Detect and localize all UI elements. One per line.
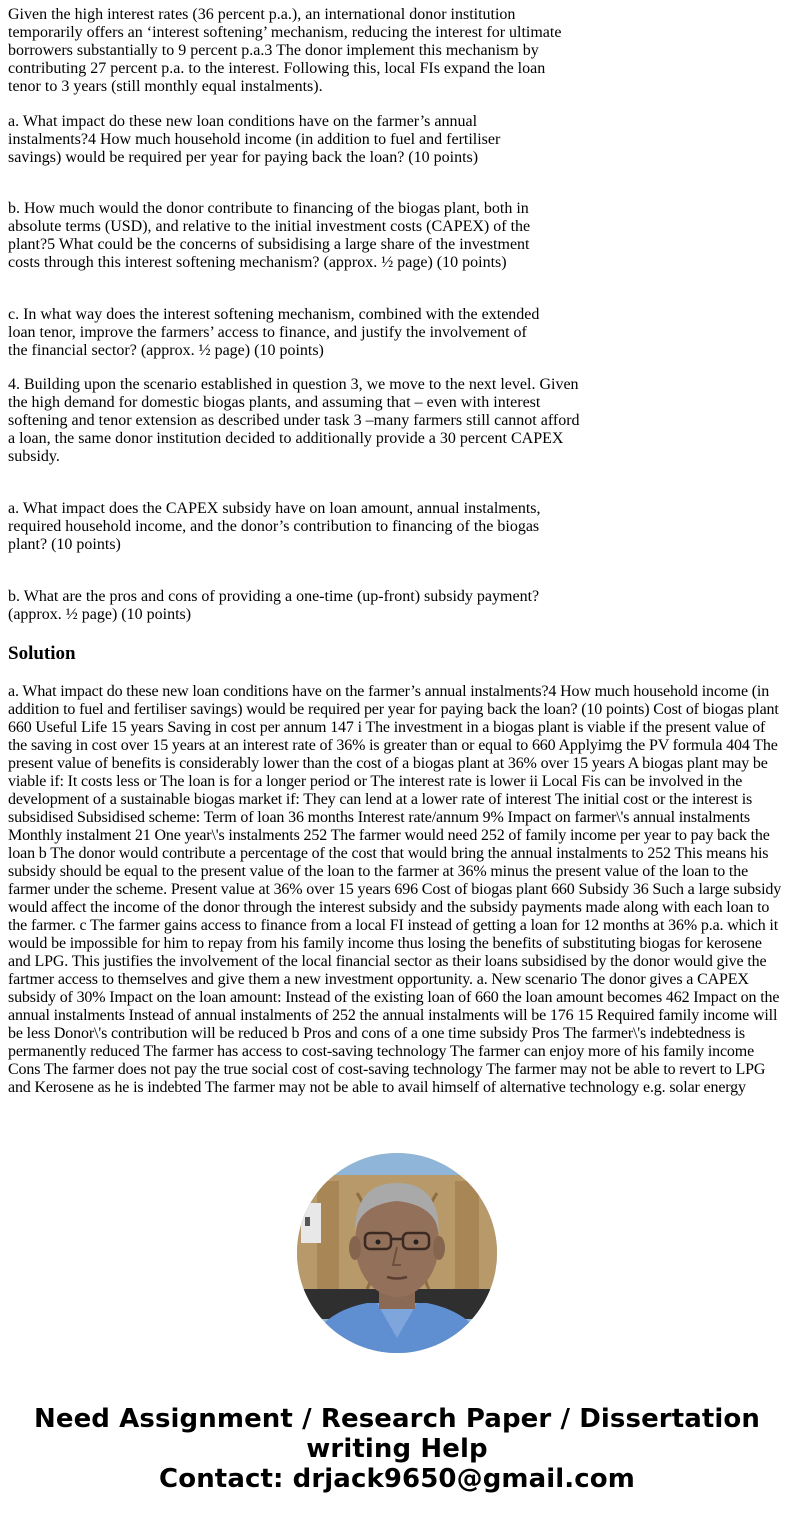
banner-line-1: Need Assignment / Research Paper / Dissertation <box>33 1404 761 1434</box>
question-3b: b. How much would the donor contribute to financing of the biogas plant, both in absolute terms (USD), and relative to the initial investment costs (CAPEX) of the plant?5 What could be the concerns of subsidising a large share of the investment costs through this interest softening mechanism? (approx. ½ page) (10 points) <box>8 200 531 271</box>
avatar <box>297 1153 497 1353</box>
portrait-image <box>297 1153 497 1353</box>
question-4: 4. Building upon the scenario established in question 3, we move to the next level. Given the high demand for domestic biogas plants, and assuming that – even with interest softening and tenor extension as described under task 3 –many farmers still cannot afford a loan, the same donor institution decided to additionally provide a 30 percent CAPEX subsidy. <box>8 376 580 465</box>
question-intro: Given the high interest rates (36 percent p.a.), an international donor institution temporarily offers an ‘interest softening’ mechanism, reducing the interest for ultimate borrowers substantially to 9 percent p.a.3 The donor implement this mechanism by contributing 27 percent p.a. to the interest. Following this, local FIs expand the loan tenor to 3 years (still monthly equal instalments). <box>8 6 562 95</box>
question-3a: a. What impact do these new loan conditions have on the farmer’s annual instalments?4 How much household income (in addition to fuel and fertiliser savings) would be required per year for paying back the loan? (10 points) <box>8 113 501 166</box>
question-4b: b. What are the pros and cons of providing a one-time (up-front) subsidy payment? (approx. ½ page) (10 points) <box>8 588 540 623</box>
solution-body: a. What impact do these new loan conditions have on the farmer’s annual instalments?4 How much household income (in addition to fuel and fertiliser savings) would be required per year for paying back the loan? (10 points) Cost of biogas plant 660 Useful Life 15 years Saving in cost per annum 147 i The investment in a biogas plant is viable if the present value of the saving in cost over 15 years at an interest rate of 36% is greater than or equal to 660 Applyimg the PV formula 404 The present value of benefits is considerably lower than the cost of a biogas plant at 36% over 15 years A biogas plant may be viable if: It costs less or The loan is for a longer period or The interest rate is lower ii Local Fis can be involved in the development of a sustainable biogas market if: They can lend at a lower rate of interest The initial cost or the interest is subsidised Subsidised scheme: Term of loan 36 months Interest rate/annum 9% Impact on farmer\'s annual instalments Monthly instalment 21 One year\'s instalments 252 The farmer would need 252 of family income per year to pay back the loan b The donor would contribute a percentage of the cost that would bring the annual instalments to 252 This means his subsidy should be equal to the present value of the loan to the farmer at 36% minus the present value of the loan to the farmer under the scheme. Present value at 36% over 15 years 696 Cost of biogas plant 660 Subsidy 36 Such a large subsidy would affect the income of the donor through the interest subsidy and the subsidy payments made along with each loan to the farmer. c The farmer gains access to finance from a local FI instead of getting a loan for 12 months at 36% p.a. which it would be impossible for him to repay from his family income thus losing the benefits of substituting biogas for kerosene and LPG. This justifies the involvement of the local financial sector as their loans subsidised by the donor would give the fartmer access to themselves and give them a new investment opportunity. a. New scenario The donor gives a CAPEX subsidy of 30% Impact on the loan amount: Instead of the existing loan of 660 the loan amount becomes 462 Impact on the annual instalments Instead of annual instalments of 252 the annual instalments will be 176 15 Required family income will be less Donor\'s contribution will be reduced b Pros and cons of a one time subsidy Pros The farmer\'s indebtedness is permanently reduced The farmer has access to cost-saving technology The farmer can enjoy more of his family income Cons The farmer does not pay the true social cost of cost-saving technology The farmer may not be able to revert to LPG and Kerosene as he is indebted The farmer may not be able to avail himself of alternative technology e.g. solar energy <box>8 683 782 1096</box>
question-4a: a. What impact does the CAPEX subsidy have on loan amount, annual instalments, required household income, and the donor’s contribution to financing of the biogas plant? (10 points) <box>8 500 541 553</box>
contact-banner <box>0 1404 794 1494</box>
banner-line-2: writing Help <box>306 1434 488 1464</box>
question-3c: c. In what way does the interest softening mechanism, combined with the extended loan tenor, improve the farmers’ access to finance, and justify the involvement of the financial sector? (approx. ½ page) (10 points) <box>8 306 540 359</box>
contact-email: Contact: drjack9650@gmail.com <box>159 1464 635 1494</box>
solution-heading: Solution <box>8 643 76 664</box>
